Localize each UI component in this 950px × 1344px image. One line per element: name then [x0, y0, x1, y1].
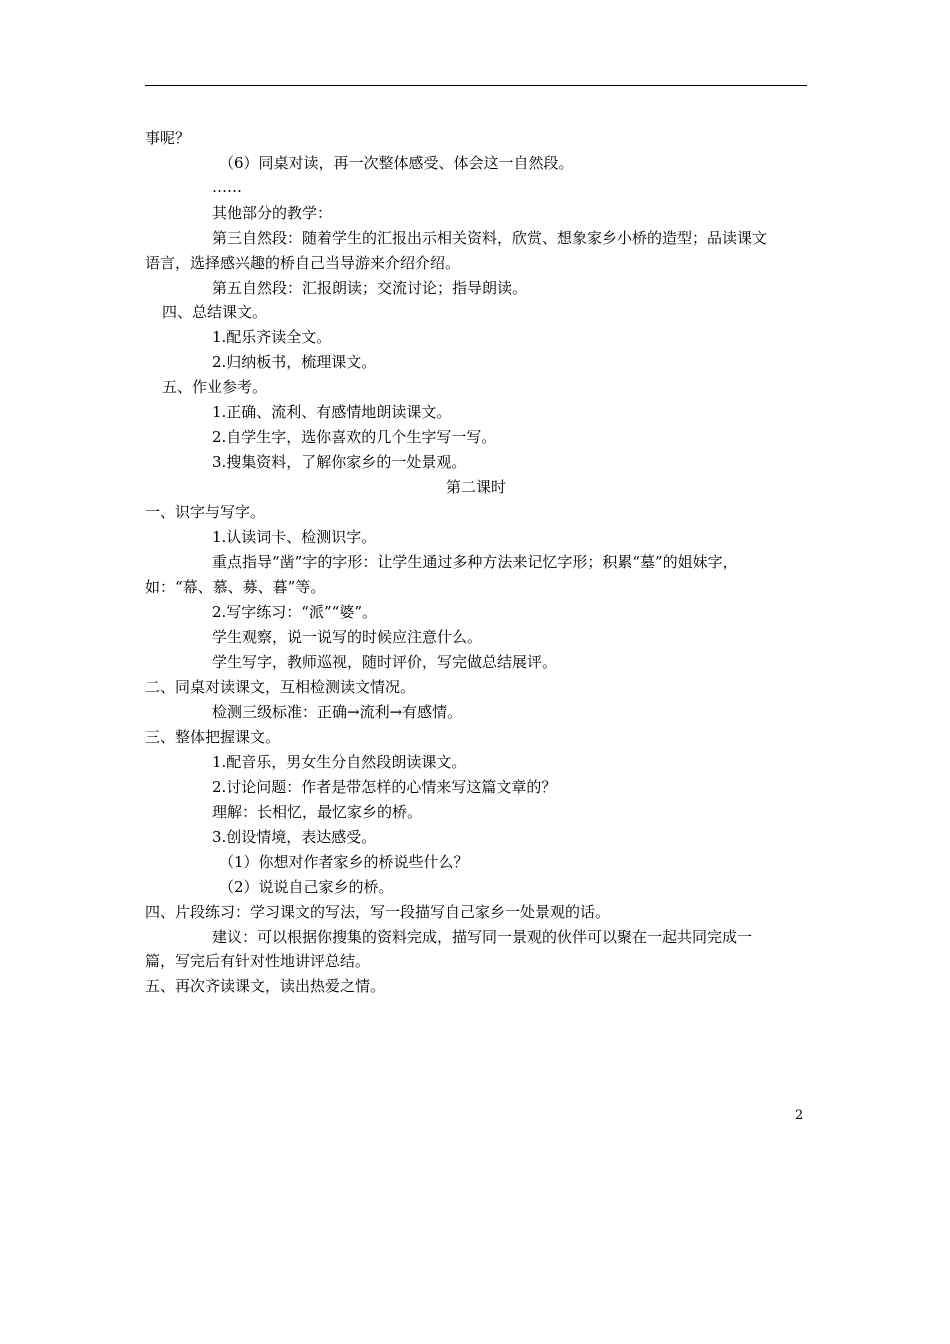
- lesson-title: 第二课时: [445, 478, 506, 496]
- text-line: 其他部分的教学：: [212, 204, 333, 222]
- text-line: 2.讨论问题：作者是带怎样的心情来写这篇文章的？: [212, 778, 557, 796]
- text-line: 3.搜集资料，了解你家乡的一处景观。: [212, 453, 467, 471]
- text-line: 检测三级标准：正确→流利→有感情。: [212, 703, 463, 721]
- text-line: 学生写字，教师巡视，随时评价，写完做总结展评。: [212, 653, 558, 671]
- section-heading: 四、总结课文。: [162, 303, 268, 321]
- section-heading: 三、整体把握课文。: [145, 728, 281, 746]
- section-heading: 一、识字与写字。: [145, 503, 266, 521]
- text-line: 事呢？: [145, 129, 191, 147]
- text-line: 1.认读词卡、检测识字。: [212, 528, 377, 546]
- text-line: 语言，选择感兴趣的桥自己当导游来介绍介绍。: [145, 254, 461, 272]
- text-line: 2.写字练习：“派”“婆”。: [212, 603, 377, 621]
- text-line: （1）你想对作者家乡的桥说些什么？: [219, 853, 469, 871]
- text-line: 第五自然段：汇报朗读；交流讨论；指导朗读。: [212, 279, 528, 297]
- text-line: 2.自学生字，选你喜欢的几个生字写一写。: [212, 428, 497, 446]
- text-line: 建议：可以根据你搜集的资料完成，描写同一景观的伙伴可以聚在一起共同完成一: [212, 928, 753, 946]
- text-line: ……: [212, 178, 242, 196]
- text-line: 如：“幕、慕、募、暮”等。: [145, 578, 326, 596]
- section-heading: 五、作业参考。: [162, 378, 268, 396]
- header-rule: [145, 85, 807, 86]
- text-line: 篇，写完后有针对性地讲评总结。: [145, 952, 371, 970]
- text-line: （2）说说自己家乡的桥。: [219, 878, 394, 896]
- text-line: （6）同桌对读，再一次整体感受、体会这一自然段。: [219, 154, 574, 172]
- text-line: 2.归纳板书，梳理课文。: [212, 353, 377, 371]
- section-heading: 二、同桌对读课文，互相检测读文情况。: [145, 678, 416, 696]
- section-heading: 五、再次齐读课文，读出热爱之情。: [145, 977, 386, 995]
- text-line: 重点指导“凿”字的字形：让学生通过多种方法来记忆字形；积累“墓”的姐妹字，: [212, 553, 738, 571]
- text-line: 1.配乐齐读全文。: [212, 328, 332, 346]
- text-line: 3.创设情境，表达感受。: [212, 828, 377, 846]
- text-line: 第三自然段：随着学生的汇报出示相关资料，欣赏、想象家乡小桥的造型；品读课文: [212, 229, 768, 247]
- text-line: 1.配音乐，男女生分自然段朗读课文。: [212, 753, 467, 771]
- text-line: 学生观察，说一说写的时候应注意什么。: [212, 628, 483, 646]
- text-line: 理解：长相忆，最忆家乡的桥。: [212, 803, 423, 821]
- page-number: 2: [795, 1108, 804, 1123]
- text-line: 1.正确、流利、有感情地朗读课文。: [212, 403, 452, 421]
- section-heading: 四、片段练习：学习课文的写法，写一段描写自己家乡一处景观的话。: [145, 903, 611, 921]
